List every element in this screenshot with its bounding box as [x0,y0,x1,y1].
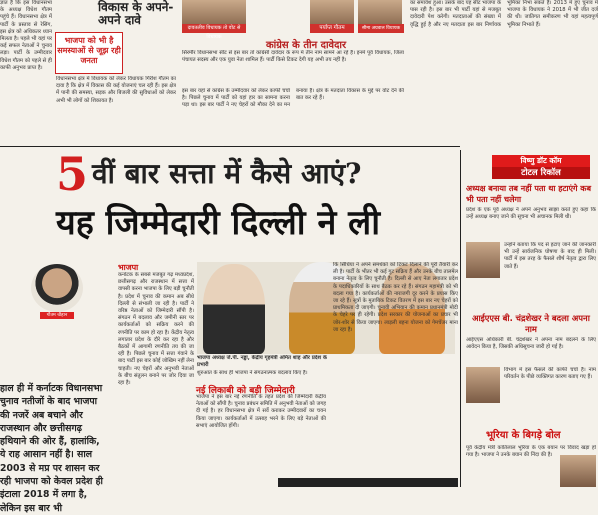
subhead: नई लिकाबी को बड़ी जिम्मेदारी [196,386,295,396]
right-column [464,155,598,487]
body-column-3: भाजपा ने इस बार नई रणनीति के तहत प्रदेश की जिम्मेदारी केंद्रीय नेताओं को सौंपी है। चुनाव प्रबंधन समिति में अनुभवी नेताओं को जगह दी गई है। हर विधानसभा क्षेत्र में सर्वे कराकर उम्मीदवारों का चयन किया जाएगा। कार्यकर्ताओं में उत्साह भरने के लिए बड़े नेताओं की सभाएं आयोजित होंगी। [196,394,326,429]
leader-photo-1 [203,264,265,354]
column-banner [492,155,590,179]
story1-photo [466,242,500,278]
body-column-2: शुरुआत के साथ ही भाजपा ने संगठनात्मक बदलाव किए हैं। [197,370,308,376]
candidate-photo-3 [358,0,402,26]
story3-body: पूर्व केंद्रीय मंत्री कांतिलाल भूरिया के एक बयान पर विवाद खड़ा हो गया है। भाजपा ने उनके बयान की निंदा की है। [466,445,596,459]
congress-body: सिरमौर विधानसभा सीट से इस बार तो कांग्रेसी दावेदार के रूप में तीन नाम सामने आ रहे हैं। इनमें पूर्व विधायक, जिला पंचायत सदस्य और एक युवा नेता शामिल हैं। पार्टी किसे टिकट देगी यह अभी तय नहीं है। [182,50,404,64]
mugshot-row [182,0,404,40]
story2-body: आईएएस अधिकारी बी. चंद्रशेखर ने अपना नाम बदलने के लिए आवेदन किया है, जिसकी अधिसूचना जारी हो गई है। [466,337,596,351]
candidate-caption-3: सीमा अग्रवाल विधायक [358,24,404,33]
story1-body-2: उन्होंने बताया कि पद से हटाए जाने की जानकारी भी उन्हें सार्वजनिक घोषणा के बाद ही मिली। पार्टी में इस तरह के फैसले शीर्ष नेतृत्व द्वारा लिए जाते हैं। [504,242,596,270]
body-column-1: कर्नाटक के सबसे मजबूत गढ़ मध्यप्रदेश, छत्तीसगढ़ और राजस्थान में सत्ता में वापसी करना भाजपा के लिए बड़ी चुनौती है। प्रदेश में चुनाव की कमान अब सीधे दिल्ली से संभाली जा रही है। पार्टी ने वरिष्ठ नेताओं को जिम्मेदारी सौंपी है। संगठन में बदलाव और जमीनी स्तर पर कार्यकर्ताओं को सक्रिय करने की रणनीति पर काम हो रहा है। केंद्रीय नेतृत्व लगातार प्रदेश के दौरे कर रहा है और बैठकों में आगामी रणनीति तय की जा रही है। पिछले चुनाव में सत्ता गंवाने के बाद पार्टी इस बार कोई जोखिम नहीं लेना चाहती। नए चेहरों और अनुभवी नेताओं के बीच संतुलन बनाने पर जोर दिया जा रहा है। [118,272,194,387]
story1-body: प्रदेश के एक पूर्व अध्यक्ष ने अपने अनुभव साझा करते हुए कहा कि उन्हें अध्यक्ष बनाए जाने की सूचना भी अचानक मिली थी। [466,207,596,221]
bjp-box-text: भाजपा को भी है समस्याओं से जूझ रही जनता [57,36,121,65]
middle-columns: इस बार यहां से कांग्रेस के उम्मीदवार को लेकर काफी चर्चा है। पिछले चुनाव में पार्टी को यहां हार का सामना करना पड़ा था। इस बार पार्टी ने नए चेहरों को मौका देने का मन बनाया है। क्षेत्र के मतदाता विकास के मुद्दे पर वोट देने की बात कर रहे हैं। [182,88,404,109]
banner-top: विष्णु डॉट कॉम [520,156,562,165]
reporter-photo [31,264,83,312]
body-column-4: कि सिंधिया ने अपने समर्थकों को टिकट दिलाने की पूरी तैयारी कर ली है। पार्टी के भीतर भी कई गुट सक्रिय हैं और उनके बीच तालमेल बनाना नेतृत्व के लिए चुनौती है। दिल्ली से आए नेता लगातार प्रदेश के पदाधिकारियों के साथ बैठक कर रहे हैं। संगठन महामंत्री को भी बदला गया है। कार्यकर्ताओं की नाराजगी दूर करने के प्रयास किए जा रहे हैं। सूत्रों के मुताबिक टिकट वितरण में इस बार नए चेहरों को प्राथमिकता दी जाएगी। चुनावी अभियान की कमान प्रधानमंत्री मोदी के चेहरे पर ही रहेगी। प्रदेश सरकार की योजनाओं का प्रचार भी जोर-शोर से किया जाएगा। लाड़ली बहना योजना को गेमचेंजर माना जा रहा है। [333,262,458,333]
candidate-caption-1: दावतलीव विधायक तो वोट से विधायक [182,24,246,33]
top-right-columns: का समावेश हुआ। उसके बाद यह सीट भाजपा के पास रही है। इस बार भी पार्टी यहां से मजबूत दावेदारी पेश करेगी। मतदाताओं की संख्या में वृद्धि हुई है और नए मतदाता इस बार निर्णायक भूमिका निभा सकते हैं। 2013 में हुए चुनाव में भाजपा के विधायक ने 2018 में भी जीत दर्ज की थी। जातिगत समीकरण भी यहां महत्वपूर्ण भूमिका निभाते हैं। [410,0,598,28]
headline-line2: यह जिम्मेदारी दिल्ली ने ली [56,203,381,243]
story3-photo [560,455,596,487]
second-column: विधानसभा क्षेत्र में विधायक को लेकर विधायक गिरीश गौतम का दावा है कि क्षेत्र में विकास की कई योजनाएं चल रही हैं। इस क्षेत्र में पानी की समस्या, सड़क और बिजली की सुविधाओं को लेकर अभी भी लोगों को शिकायत है। [56,76,176,104]
byline: भाजपा [118,263,139,272]
side-headline: विकास के अपने-अपने दावे [98,0,174,27]
pull-quote: हाल ही में कर्नाटक विधानसभा चुनाव नतीजों के बाद भाजपा की नजरें अब बचाने और राजस्थान और छत्तीसगढ़ हथियाने की ओर हैं, हालांकि, ये राह आसान नहीं है। साल 2003 से मप्र पर शासन कर रही भाजपा को केवल प्रदेश ही इंटाला 2018 में लगा है, लेकिन इस बार भी [0,383,103,514]
story2-headline: आईएएस बी. चंद्रशेखर ने बदला अपना नाम [472,313,590,334]
story2-body-2: विभाग में इस फैसले की काफी चर्चा है। नाम परिवर्तन के पीछे व्यक्तिगत कारण बताए गए हैं। [504,367,596,381]
candidate-photo-2 [310,0,354,26]
right-divider [460,150,461,487]
congress-title: कांग्रेस के तीन दावेदार [266,40,347,51]
reporter-caption: गौतम चौहान [40,312,74,319]
story3-headline: भूरिया के बिगड़े बोल [486,430,561,441]
headline-number: 5 [56,147,89,201]
candidate-photo-1 [182,0,246,26]
photo-caption: भाजपा अध्यक्ष जे.पी. नड्डा, केंद्रीय गृहमंत्री अमित शाह और प्रदेश के प्रभारी [197,355,327,369]
story2-photo [466,367,500,403]
headline-main: वीं बार सत्ता में कैसे आएं? [92,157,362,190]
top-left-column: ज्ञात है कि इस विधानसभा के अध्यक्ष विधेश गौतम पहुंचे हैं। विधानसभा क्षेत्र में पार्टी के प्रस्ताव से रेसिंग, इस क्षेत्र को अधिकतर ध्यान मिलता है। पहले भी यहां पर कई सफल नेताओं ने चुनाव लड़ा। पार्टी के उम्मीदवार विधेश गौतम को पहले से ही काफी अनुभव प्राप्त है। [0,0,52,71]
bottom-strip [278,478,458,487]
story1-headline: अध्यक्ष बनाया तब नहीं पता था हटाएंगे कब भी पता नहीं चलेगा [466,184,592,204]
bjp-box [55,32,123,74]
banner-bottom: टोटल रिकॉल [492,167,590,179]
candidate-caption-2: पर्याप्त गौतम [310,24,354,33]
